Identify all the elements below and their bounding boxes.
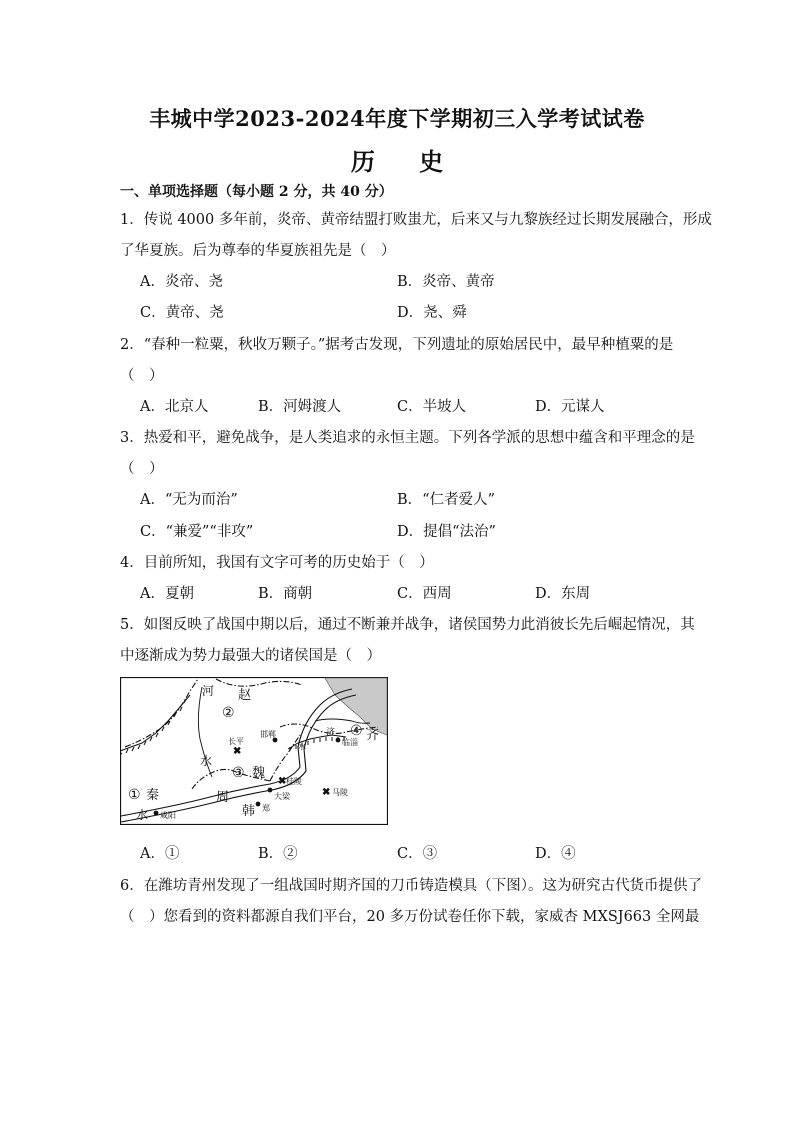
map-label-shui-sw: 水 bbox=[136, 808, 149, 822]
zheng-marker bbox=[256, 802, 261, 807]
map-label-num-2: ② bbox=[222, 705, 235, 721]
q5-option-c[interactable]: C．③ bbox=[397, 846, 438, 862]
q4-option-c[interactable]: C．西周 bbox=[397, 586, 452, 602]
question-2-line-1: 2．“春种一粒粟，秋收万颗子。”据考古发现，下列遗址的原始居民中，最早种植粟的是 bbox=[120, 337, 674, 353]
question-4-line-1: 4．目前所知，我国有文字可考的历史始于（ ） bbox=[120, 555, 434, 571]
q4-option-d[interactable]: D．东周 bbox=[535, 586, 591, 602]
q1-option-c[interactable]: C．黄帝、尧 bbox=[140, 305, 224, 321]
q5-option-a[interactable]: A．① bbox=[140, 846, 180, 862]
subject-title: 历 史 bbox=[350, 147, 462, 176]
changping-battle-icon: ✖ bbox=[233, 746, 242, 757]
map-label-zheng: 郑 bbox=[262, 804, 270, 813]
guiling-battle-icon: ✖ bbox=[278, 776, 287, 787]
map-label-guiling: 桂陵 bbox=[286, 777, 302, 786]
question-3-line-2: （ ） bbox=[120, 461, 164, 477]
map-label-num-1: ① bbox=[128, 787, 141, 803]
daliang-marker bbox=[268, 788, 273, 793]
question-6-line-1: 6．在潍坊青州发现了一组战国时期齐国的刀币铸造模具（下图）。这为研究古代货币提供了 bbox=[120, 878, 702, 894]
q4-option-a[interactable]: A．夏朝 bbox=[140, 586, 194, 602]
map-label-num-3: ③ bbox=[232, 765, 245, 781]
question-2-line-2: （ ） bbox=[120, 368, 164, 384]
map-label-handan: 邯郸 bbox=[260, 730, 276, 739]
map-label-linzi: 临淄 bbox=[342, 738, 358, 747]
map-label-shui-e: 水 bbox=[298, 742, 306, 751]
map-label-qi: 齐 bbox=[366, 728, 380, 743]
warring-states-map bbox=[120, 677, 388, 825]
q3-option-b[interactable]: B．“仁者爱人” bbox=[397, 492, 495, 508]
q3-option-a[interactable]: A．“无为而治” bbox=[140, 492, 238, 508]
map-label-maling: 马陵 bbox=[332, 788, 348, 797]
xianyang-marker bbox=[154, 811, 159, 816]
q1-option-b[interactable]: B．炎帝、黄帝 bbox=[397, 274, 495, 290]
maling-battle-icon: ✖ bbox=[322, 787, 331, 798]
map-label-num-4: ④ bbox=[350, 723, 363, 739]
question-5-line-2: 中逐渐成为势力最强大的诸侯国是（ ） bbox=[120, 648, 381, 664]
map-label-shui-w: 水 bbox=[200, 754, 213, 768]
q2-option-a[interactable]: A．北京人 bbox=[140, 399, 209, 415]
q4-option-b[interactable]: B．商朝 bbox=[258, 586, 313, 602]
q2-option-c[interactable]: C．半坡人 bbox=[397, 399, 467, 415]
map-label-zhao: 赵 bbox=[238, 688, 252, 703]
map-label-wei: 魏 bbox=[252, 766, 266, 781]
q2-option-d[interactable]: D．元谋人 bbox=[535, 399, 605, 415]
q1-option-d[interactable]: D．尧、舜 bbox=[397, 305, 467, 321]
q3-option-c[interactable]: C．“兼爱”“非攻” bbox=[140, 524, 254, 540]
q1-option-a[interactable]: A．炎帝、尧 bbox=[140, 274, 223, 290]
section-heading: 一、单项选择题（每小题 2 分，共 40 分） bbox=[120, 184, 393, 200]
q5-option-d[interactable]: D．④ bbox=[535, 846, 576, 862]
map-label-ji: 济 bbox=[326, 728, 336, 738]
map-label-he: 河 bbox=[202, 684, 215, 698]
linzi-marker bbox=[336, 738, 341, 743]
q5-option-b[interactable]: B．② bbox=[258, 846, 298, 862]
question-3-line-1: 3．热爱和平，避免战争，是人类追求的永恒主题。下列各学派的思想中蕴含和平理念的是 bbox=[120, 430, 695, 446]
map-label-han: 韩 bbox=[242, 804, 256, 819]
map-label-qin: 秦 bbox=[146, 788, 160, 803]
map-label-daliang: 大梁 bbox=[274, 792, 290, 801]
q3-option-d[interactable]: D．提倡“法治” bbox=[397, 524, 496, 540]
question-5-line-1: 5．如图反映了战国中期以后，通过不断兼并战争，诸侯国势力此消彼长先后崛起情况，其 bbox=[120, 617, 695, 633]
question-1-line-2: 了华夏族。后为尊奉的华夏族祖先是（ ） bbox=[120, 243, 396, 259]
map-label-xianyang: 咸阳 bbox=[160, 811, 176, 820]
map-label-changping: 长平 bbox=[228, 737, 244, 746]
question-6-line-2: （ ）您看到的资料都源自我们平台，20 多万份试卷任你下载，家威杏 MXSJ663 全网最 bbox=[120, 909, 700, 925]
question-1-line-1: 1．传说 4000 多年前，炎帝、黄帝结盟打败蚩尤，后来又与九黎族经过长期发展融合，形成 bbox=[120, 212, 712, 228]
exam-title: 丰城中学2023-2024年度下学期初三入学考试试卷 bbox=[149, 106, 645, 131]
map-label-zhou: 周 bbox=[216, 790, 230, 805]
q2-option-b[interactable]: B．河姆渡人 bbox=[258, 399, 342, 415]
